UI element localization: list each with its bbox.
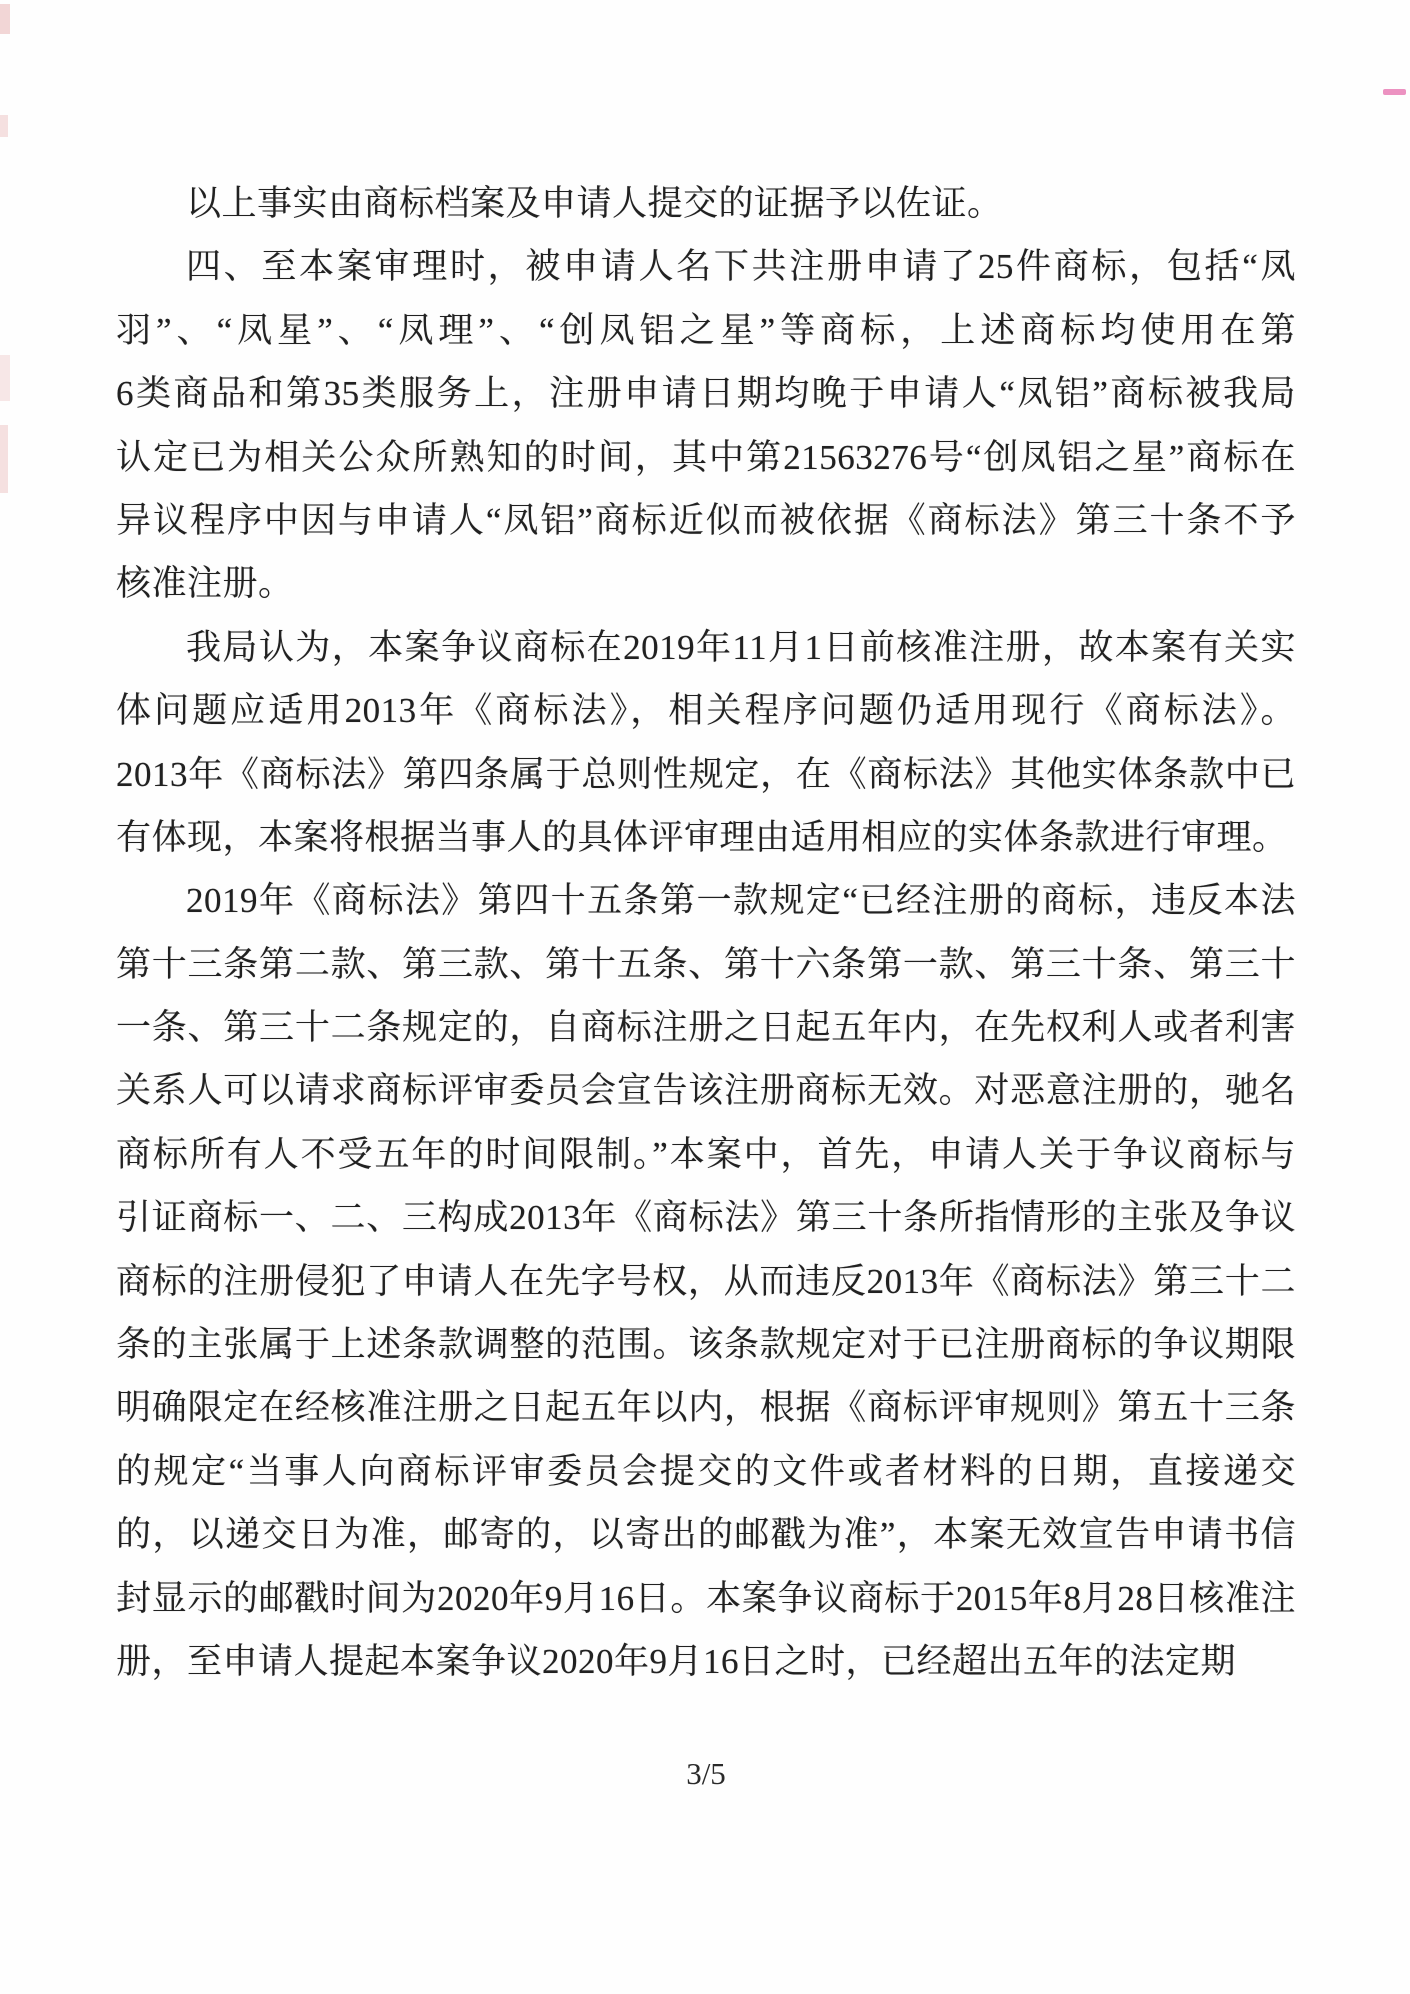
text-line: 商标的注册侵犯了申请人在先字号权，从而违反2013年《商标法》第三十二 (116, 1261, 1296, 1301)
text-line: 一条、第三十二条规定的，自商标注册之日起五年内，在先权利人或者利害 (116, 1008, 1296, 1048)
text-line: 封显示的邮戳时间为2020年9月16日。本案争议商标于2015年8月28日核准注 (116, 1578, 1296, 1618)
text-line: 明确限定在经核准注册之日起五年以内，根据《商标评审规则》第五十三条 (116, 1388, 1296, 1428)
text-line: 以上事实由商标档案及申请人提交的证据予以佐证。 (186, 184, 1003, 223)
text-line: 关系人可以请求商标评审委员会宣告该注册商标无效。对恶意注册的，驰名 (116, 1071, 1296, 1111)
scan-artifact-mark (0, 4, 10, 34)
text-line: 四、至本案审理时，被申请人名下共注册申请了25件商标，包括“凤 (186, 247, 1296, 287)
scan-artifact-mark (0, 115, 8, 137)
text-line: 引证商标一、二、三构成2013年《商标法》第三十条所指情形的主张及争议 (116, 1198, 1296, 1238)
text-line: 核准注册。 (116, 564, 294, 604)
text-line: 册，至申请人提起本案争议2020年9月16日之时，已经超出五年的法定期 (116, 1641, 1237, 1681)
text-line: 认定已为相关公众所熟知的时间，其中第21563276号“创凤铝之星”商标在 (116, 437, 1296, 477)
text-line: 的规定“当事人向商标评审委员会提交的文件或者材料的日期，直接递交 (116, 1451, 1296, 1491)
text-line: 条的主张属于上述条款调整的范围。该条款规定对于已注册商标的争议期限 (116, 1325, 1296, 1365)
text-line: 第十三条第二款、第三款、第十五条、第十六条第一款、第三十条、第三十 (116, 944, 1296, 984)
text-line: 体问题应适用2013年《商标法》，相关程序问题仍适用现行《商标法》。 (116, 691, 1296, 731)
text-line: 的，以递交日为准，邮寄的，以寄出的邮戳为准”，本案无效宣告申请书信 (116, 1515, 1296, 1555)
text-line: 2013年《商标法》第四条属于总则性规定，在《商标法》其他实体条款中已 (116, 754, 1296, 794)
text-line: 2019年《商标法》第四十五条第一款规定“已经注册的商标，违反本法 (186, 881, 1296, 921)
text-line: 商标所有人不受五年的时间限制。”本案中，首先，申请人关于争议商标与 (116, 1134, 1296, 1174)
text-line: 6类商品和第35类服务上，注册申请日期均晚于申请人“凤铝”商标被我局 (116, 374, 1296, 414)
document-body (116, 172, 1296, 1693)
text-line: 我局认为，本案争议商标在2019年11月1日前核准注册，故本案有关实 (186, 627, 1296, 667)
scan-artifact-mark (0, 355, 10, 401)
scan-artifact-mark (0, 425, 8, 493)
text-line: 异议程序中因与申请人“凤铝”商标近似而被依据《商标法》第三十条不予 (116, 500, 1296, 540)
text-line: 有体现，本案将根据当事人的具体评审理由适用相应的实体条款进行审理。 (116, 817, 1288, 857)
page-number: 3/5 (686, 1756, 726, 1791)
text-line: 羽”、“凤星”、“凤理”、“创凤铝之星”等商标，上述商标均使用在第 (116, 310, 1296, 350)
pink-highlight-dash (1383, 89, 1406, 95)
